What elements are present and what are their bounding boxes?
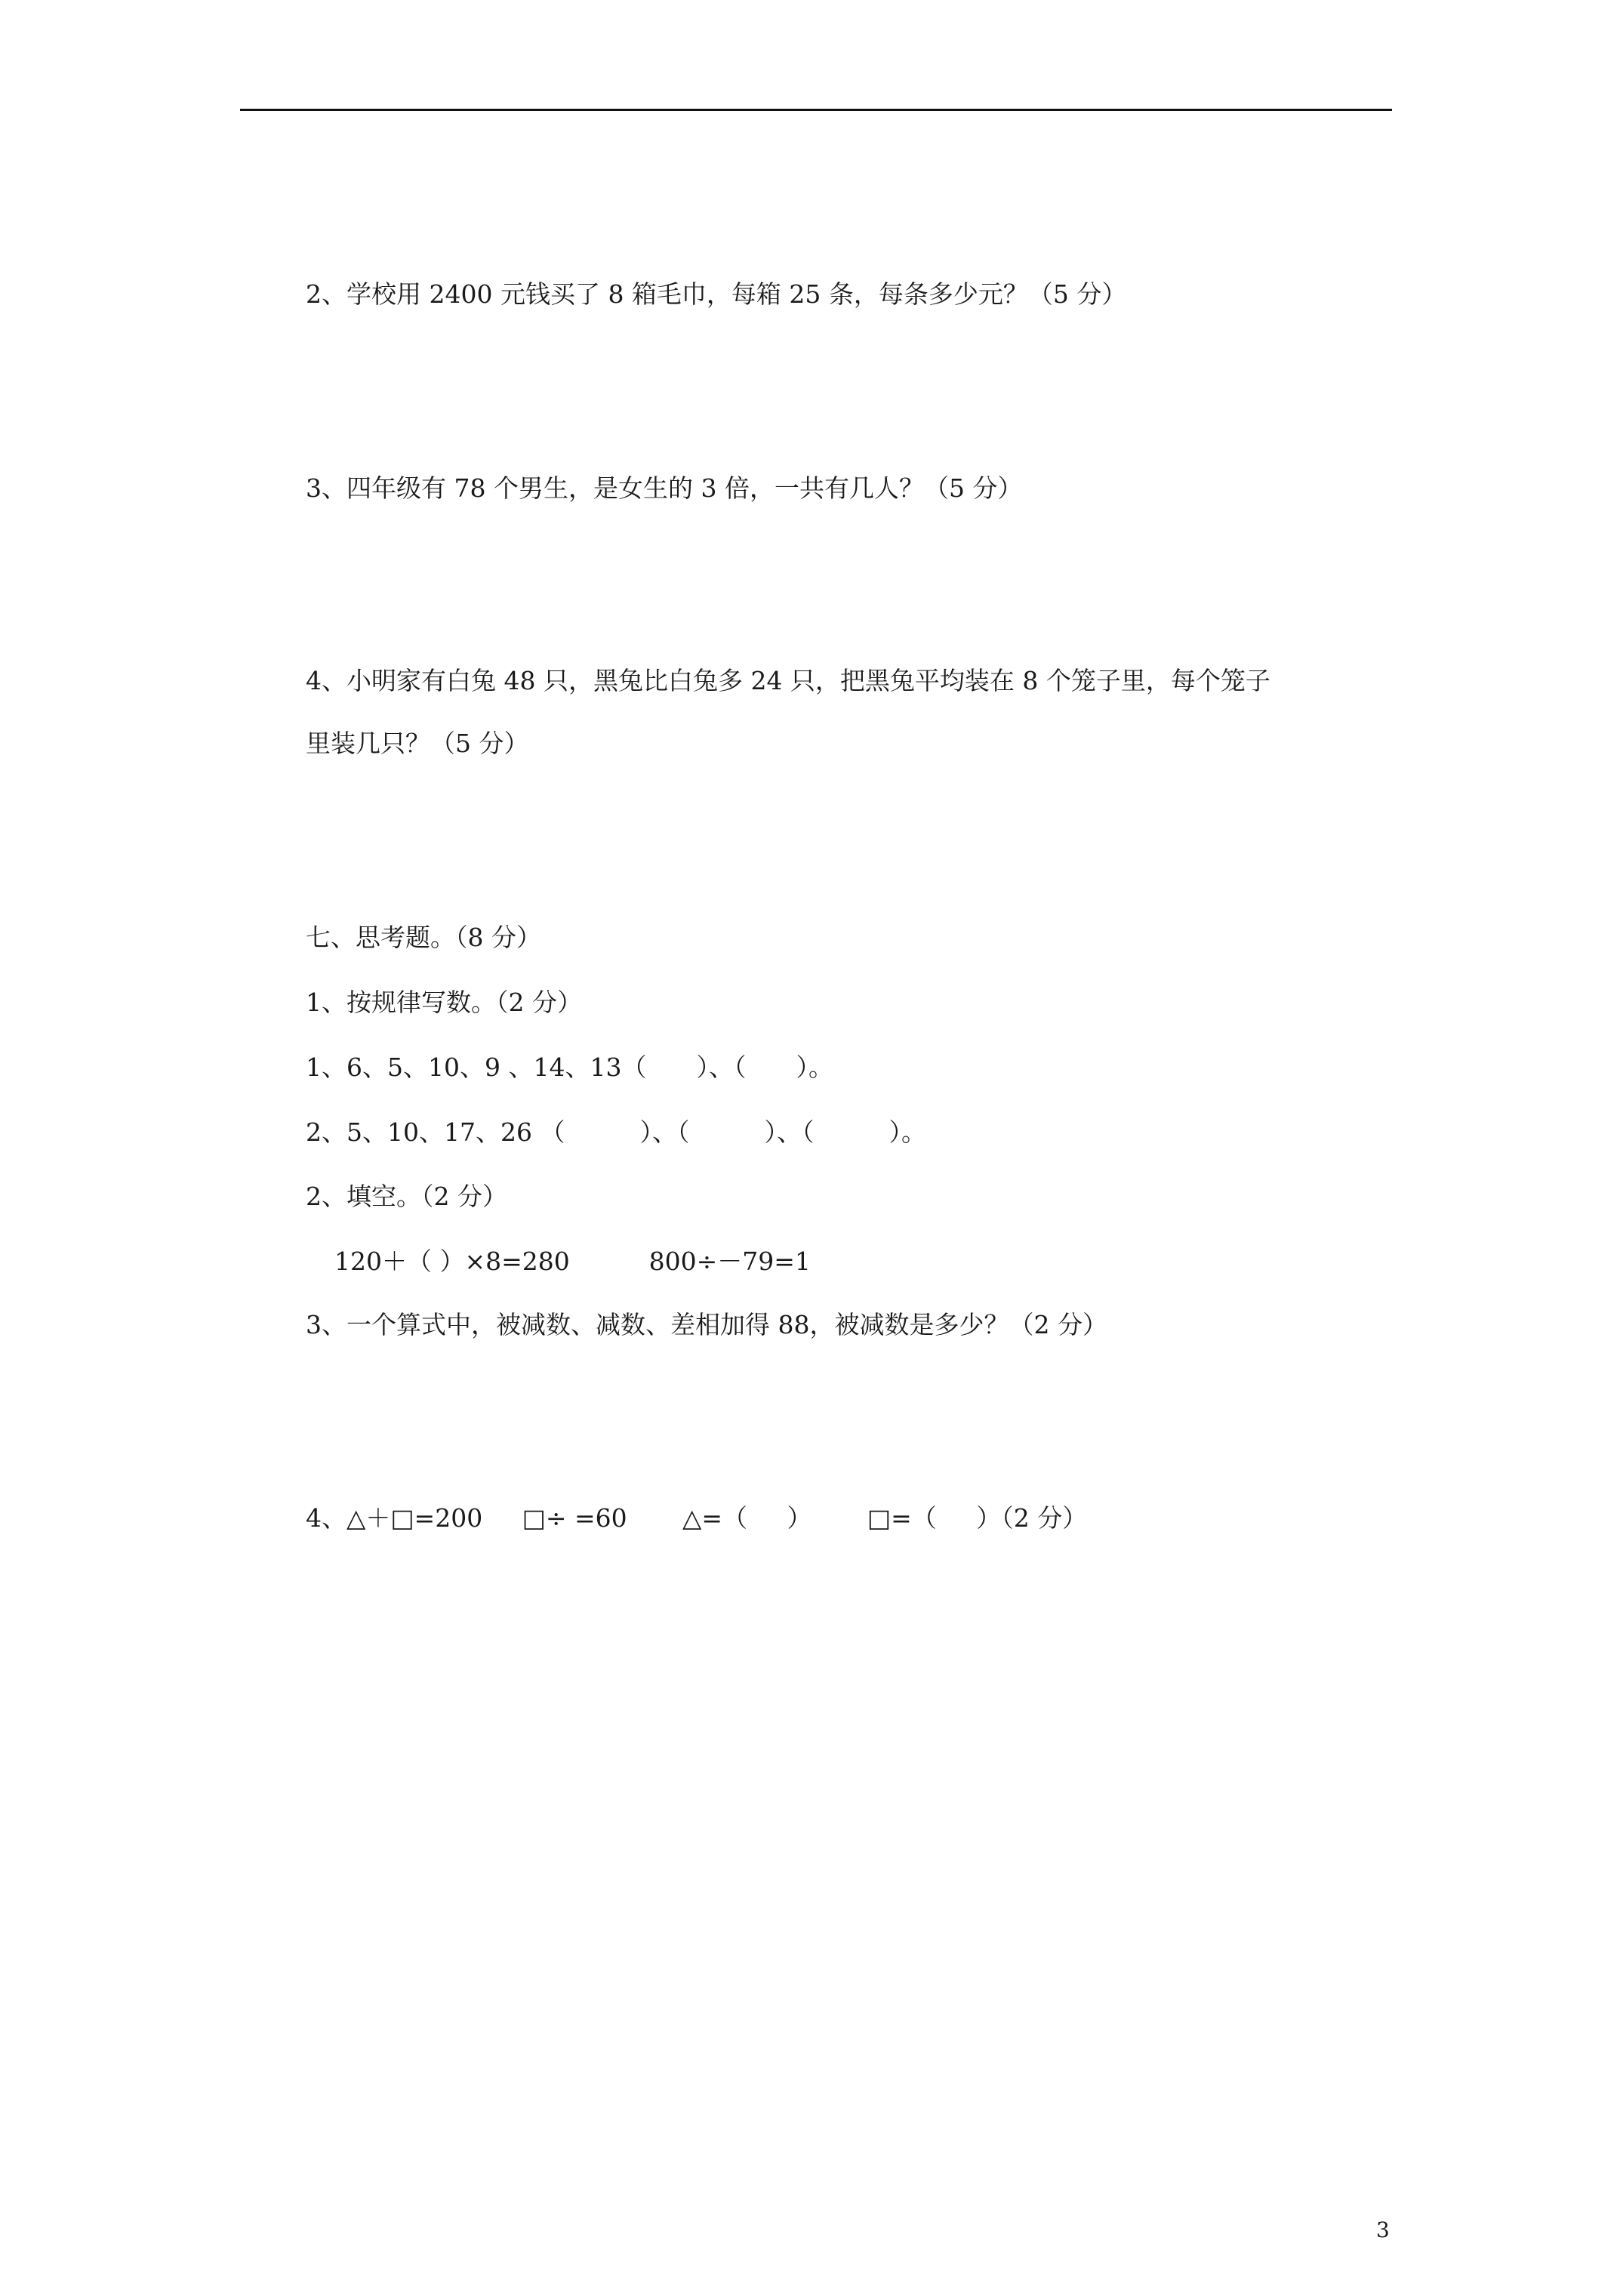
question-2: 2、学校用 2400 元钱买了 8 箱毛巾，每箱 25 条，每条多少元？（5 分） [306,279,1127,309]
question-4-line-1: 4、小明家有白兔 48 只，黑兔比白兔多 24 只，把黑兔平均装在 8 个笼子里，每个笼子 [306,666,1270,695]
sub-question-1: 1、按规律写数。（2 分） [306,988,582,1017]
section-7-heading: 七、思考题。（8 分） [306,923,541,952]
sub-question-2: 2、填空。（2 分） [306,1182,507,1211]
sub-question-3: 3、一个算式中，被减数、减数、差相加得 88，被减数是多少？（2 分） [306,1310,1107,1339]
fill-blank-equations: 120＋（ ）×8=280 800÷－79=1 [334,1247,811,1276]
sequence-1: 1、6、5、10、9 、14、13（ ）、（ ）。 [306,1052,833,1082]
header-rule [240,109,1392,111]
question-3: 3、四年级有 78 个男生，是女生的 3 倍，一共有几人？（5 分） [306,473,1023,503]
sequence-2: 2、5、10、17、26 （ ）、（ ）、（ ）。 [306,1117,926,1147]
page-number: 3 [1376,2217,1390,2242]
question-4-line-2: 里装几只？（5 分） [306,729,529,758]
sub-question-4: 4、△＋□=200 □÷ =60 △=（ ） □=（ ）（2 分） [306,1503,1088,1533]
